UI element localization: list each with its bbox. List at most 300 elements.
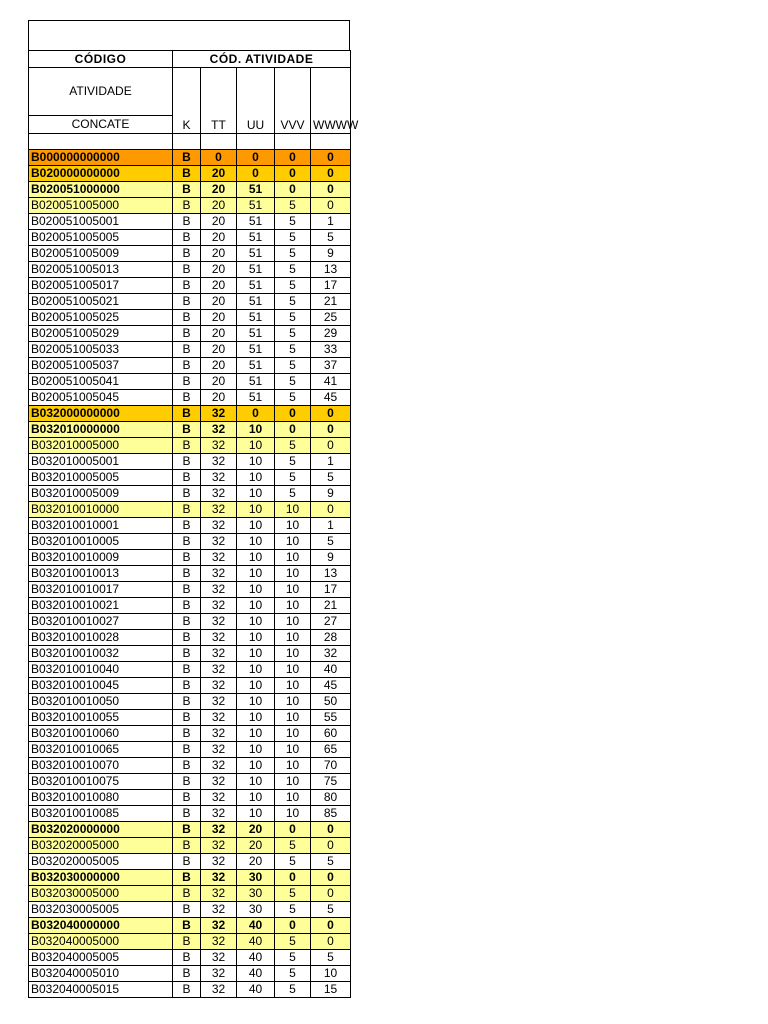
code-cell[interactable]: B032040005010 (29, 966, 173, 982)
k-cell[interactable]: B (173, 630, 201, 646)
col-wwww-header[interactable]: WWWW (311, 68, 351, 134)
vvv-cell[interactable]: 10 (275, 806, 311, 822)
tt-cell[interactable]: 20 (201, 214, 237, 230)
code-cell[interactable]: B032030005000 (29, 886, 173, 902)
wwww-cell[interactable]: 15 (311, 982, 351, 998)
uu-cell[interactable]: 10 (237, 470, 275, 486)
wwww-cell[interactable]: 0 (311, 422, 351, 438)
code-cell[interactable]: B032010010021 (29, 598, 173, 614)
vvv-cell[interactable]: 0 (275, 166, 311, 182)
tt-cell[interactable]: 32 (201, 438, 237, 454)
col-tt-header[interactable]: TT (201, 68, 237, 134)
vvv-cell[interactable]: 5 (275, 374, 311, 390)
vvv-cell[interactable]: 5 (275, 854, 311, 870)
code-cell[interactable]: B020051005037 (29, 358, 173, 374)
uu-cell[interactable]: 10 (237, 742, 275, 758)
uu-cell[interactable]: 51 (237, 310, 275, 326)
wwww-cell[interactable]: 0 (311, 918, 351, 934)
code-cell[interactable]: B032030005005 (29, 902, 173, 918)
k-cell[interactable]: B (173, 774, 201, 790)
code-cell[interactable]: B032020000000 (29, 822, 173, 838)
k-cell[interactable]: B (173, 886, 201, 902)
tt-cell[interactable]: 32 (201, 774, 237, 790)
vvv-cell[interactable]: 10 (275, 630, 311, 646)
wwww-cell[interactable]: 33 (311, 342, 351, 358)
tt-cell[interactable]: 20 (201, 310, 237, 326)
tt-cell[interactable]: 32 (201, 454, 237, 470)
vvv-cell[interactable]: 10 (275, 534, 311, 550)
code-cell[interactable]: B032010005000 (29, 438, 173, 454)
uu-cell[interactable]: 51 (237, 390, 275, 406)
wwww-cell[interactable]: 0 (311, 838, 351, 854)
k-cell[interactable]: B (173, 838, 201, 854)
wwww-cell[interactable]: 9 (311, 550, 351, 566)
uu-cell[interactable]: 10 (237, 454, 275, 470)
wwww-cell[interactable]: 21 (311, 294, 351, 310)
k-cell[interactable]: B (173, 486, 201, 502)
code-cell[interactable]: B032010005009 (29, 486, 173, 502)
col-k-header[interactable]: K (173, 68, 201, 134)
wwww-cell[interactable]: 10 (311, 966, 351, 982)
k-cell[interactable]: B (173, 758, 201, 774)
uu-cell[interactable]: 51 (237, 182, 275, 198)
wwww-cell[interactable]: 17 (311, 278, 351, 294)
uu-cell[interactable]: 10 (237, 678, 275, 694)
wwww-cell[interactable]: 28 (311, 630, 351, 646)
code-cell[interactable]: B032010010032 (29, 646, 173, 662)
wwww-cell[interactable]: 0 (311, 438, 351, 454)
code-cell[interactable]: B032010010005 (29, 534, 173, 550)
code-cell[interactable]: B020051005013 (29, 262, 173, 278)
vvv-cell[interactable]: 10 (275, 614, 311, 630)
wwww-cell[interactable]: 40 (311, 662, 351, 678)
k-cell[interactable]: B (173, 966, 201, 982)
uu-cell[interactable]: 0 (237, 406, 275, 422)
wwww-cell[interactable]: 1 (311, 214, 351, 230)
code-cell[interactable]: B032000000000 (29, 406, 173, 422)
vvv-cell[interactable]: 5 (275, 342, 311, 358)
wwww-cell[interactable]: 37 (311, 358, 351, 374)
uu-cell[interactable]: 51 (237, 342, 275, 358)
wwww-cell[interactable]: 1 (311, 518, 351, 534)
code-cell[interactable]: B032020005005 (29, 854, 173, 870)
k-cell[interactable]: B (173, 694, 201, 710)
blank-cell[interactable] (173, 134, 201, 150)
tt-cell[interactable]: 20 (201, 374, 237, 390)
tt-cell[interactable]: 32 (201, 694, 237, 710)
code-cell[interactable]: B020051005045 (29, 390, 173, 406)
uu-cell[interactable]: 10 (237, 710, 275, 726)
k-cell[interactable]: B (173, 902, 201, 918)
uu-cell[interactable]: 10 (237, 790, 275, 806)
tt-cell[interactable]: 32 (201, 534, 237, 550)
uu-cell[interactable]: 51 (237, 214, 275, 230)
k-cell[interactable]: B (173, 406, 201, 422)
vvv-cell[interactable]: 5 (275, 214, 311, 230)
code-cell[interactable]: B000000000000 (29, 150, 173, 166)
col-vvv-header[interactable]: VVV (275, 68, 311, 134)
tt-cell[interactable]: 32 (201, 518, 237, 534)
uu-cell[interactable]: 51 (237, 246, 275, 262)
uu-cell[interactable]: 51 (237, 198, 275, 214)
code-cell[interactable]: B020051005000 (29, 198, 173, 214)
uu-cell[interactable]: 40 (237, 982, 275, 998)
wwww-cell[interactable]: 0 (311, 502, 351, 518)
vvv-cell[interactable]: 5 (275, 358, 311, 374)
uu-cell[interactable]: 10 (237, 566, 275, 582)
code-cell[interactable]: B020051005021 (29, 294, 173, 310)
wwww-cell[interactable]: 0 (311, 198, 351, 214)
wwww-cell[interactable]: 13 (311, 566, 351, 582)
tt-cell[interactable]: 32 (201, 710, 237, 726)
wwww-cell[interactable]: 1 (311, 454, 351, 470)
uu-cell[interactable]: 40 (237, 966, 275, 982)
code-cell[interactable]: B032030000000 (29, 870, 173, 886)
wwww-cell[interactable]: 9 (311, 246, 351, 262)
k-cell[interactable]: B (173, 198, 201, 214)
k-cell[interactable]: B (173, 310, 201, 326)
code-cell[interactable]: B032010010040 (29, 662, 173, 678)
col-uu-header[interactable]: UU (237, 68, 275, 134)
uu-cell[interactable]: 30 (237, 886, 275, 902)
tt-cell[interactable]: 32 (201, 502, 237, 518)
uu-cell[interactable]: 10 (237, 438, 275, 454)
uu-cell[interactable]: 30 (237, 870, 275, 886)
code-cell[interactable]: B020051005029 (29, 326, 173, 342)
k-cell[interactable]: B (173, 150, 201, 166)
wwww-cell[interactable]: 17 (311, 582, 351, 598)
k-cell[interactable]: B (173, 822, 201, 838)
k-cell[interactable]: B (173, 278, 201, 294)
uu-cell[interactable]: 51 (237, 326, 275, 342)
k-cell[interactable]: B (173, 806, 201, 822)
uu-cell[interactable]: 51 (237, 230, 275, 246)
k-cell[interactable]: B (173, 854, 201, 870)
vvv-cell[interactable]: 0 (275, 822, 311, 838)
k-cell[interactable]: B (173, 470, 201, 486)
tt-cell[interactable]: 20 (201, 166, 237, 182)
uu-cell[interactable]: 0 (237, 150, 275, 166)
wwww-cell[interactable]: 5 (311, 230, 351, 246)
k-cell[interactable]: B (173, 454, 201, 470)
tt-cell[interactable]: 32 (201, 646, 237, 662)
tt-cell[interactable]: 20 (201, 326, 237, 342)
vvv-cell[interactable]: 0 (275, 870, 311, 886)
vvv-cell[interactable]: 5 (275, 246, 311, 262)
vvv-cell[interactable]: 5 (275, 454, 311, 470)
k-cell[interactable]: B (173, 726, 201, 742)
wwww-cell[interactable]: 5 (311, 470, 351, 486)
wwww-cell[interactable]: 5 (311, 534, 351, 550)
k-cell[interactable]: B (173, 582, 201, 598)
k-cell[interactable]: B (173, 182, 201, 198)
vvv-cell[interactable]: 5 (275, 982, 311, 998)
code-cell[interactable]: B020000000000 (29, 166, 173, 182)
code-cell[interactable]: B032010010028 (29, 630, 173, 646)
k-cell[interactable]: B (173, 326, 201, 342)
uu-cell[interactable]: 10 (237, 614, 275, 630)
uu-cell[interactable]: 10 (237, 550, 275, 566)
wwww-cell[interactable]: 55 (311, 710, 351, 726)
vvv-cell[interactable]: 5 (275, 950, 311, 966)
uu-cell[interactable]: 10 (237, 598, 275, 614)
vvv-cell[interactable]: 10 (275, 550, 311, 566)
k-cell[interactable]: B (173, 230, 201, 246)
wwww-cell[interactable]: 75 (311, 774, 351, 790)
vvv-cell[interactable]: 0 (275, 406, 311, 422)
code-cell[interactable]: B032020005000 (29, 838, 173, 854)
uu-cell[interactable]: 10 (237, 534, 275, 550)
wwww-cell[interactable]: 9 (311, 486, 351, 502)
k-cell[interactable]: B (173, 518, 201, 534)
tt-cell[interactable]: 32 (201, 870, 237, 886)
tt-cell[interactable]: 32 (201, 950, 237, 966)
wwww-cell[interactable]: 0 (311, 870, 351, 886)
vvv-cell[interactable]: 10 (275, 598, 311, 614)
vvv-cell[interactable]: 5 (275, 470, 311, 486)
k-cell[interactable]: B (173, 390, 201, 406)
code-cell[interactable]: B032010010045 (29, 678, 173, 694)
wwww-cell[interactable]: 65 (311, 742, 351, 758)
wwww-cell[interactable]: 5 (311, 902, 351, 918)
vvv-cell[interactable]: 10 (275, 758, 311, 774)
code-cell[interactable]: B032010000000 (29, 422, 173, 438)
tt-cell[interactable]: 20 (201, 390, 237, 406)
k-cell[interactable]: B (173, 534, 201, 550)
blank-cell[interactable] (275, 134, 311, 150)
wwww-cell[interactable]: 32 (311, 646, 351, 662)
tt-cell[interactable]: 32 (201, 550, 237, 566)
wwww-cell[interactable]: 0 (311, 406, 351, 422)
uu-cell[interactable]: 10 (237, 646, 275, 662)
tt-cell[interactable]: 32 (201, 902, 237, 918)
vvv-cell[interactable]: 10 (275, 662, 311, 678)
vvv-cell[interactable]: 5 (275, 326, 311, 342)
tt-cell[interactable]: 32 (201, 630, 237, 646)
vvv-cell[interactable]: 0 (275, 150, 311, 166)
tt-cell[interactable]: 32 (201, 758, 237, 774)
uu-cell[interactable]: 10 (237, 662, 275, 678)
wwww-cell[interactable]: 0 (311, 886, 351, 902)
tt-cell[interactable]: 32 (201, 566, 237, 582)
vvv-cell[interactable]: 10 (275, 582, 311, 598)
vvv-cell[interactable]: 0 (275, 422, 311, 438)
tt-cell[interactable]: 32 (201, 886, 237, 902)
vvv-cell[interactable]: 5 (275, 934, 311, 950)
tt-cell[interactable]: 20 (201, 278, 237, 294)
blank-cell[interactable] (237, 134, 275, 150)
k-cell[interactable]: B (173, 566, 201, 582)
blank-cell[interactable] (201, 134, 237, 150)
tt-cell[interactable]: 32 (201, 422, 237, 438)
tt-cell[interactable]: 20 (201, 294, 237, 310)
concate-header[interactable]: CONCATE (29, 116, 173, 134)
code-cell[interactable]: B032010005005 (29, 470, 173, 486)
vvv-cell[interactable]: 10 (275, 518, 311, 534)
code-cell[interactable]: B032010010000 (29, 502, 173, 518)
vvv-cell[interactable]: 5 (275, 886, 311, 902)
code-cell[interactable]: B032010010070 (29, 758, 173, 774)
k-cell[interactable]: B (173, 662, 201, 678)
wwww-cell[interactable]: 60 (311, 726, 351, 742)
tt-cell[interactable]: 32 (201, 614, 237, 630)
vvv-cell[interactable]: 5 (275, 438, 311, 454)
code-cell[interactable]: B020051005041 (29, 374, 173, 390)
code-cell[interactable]: B032010010017 (29, 582, 173, 598)
uu-cell[interactable]: 10 (237, 630, 275, 646)
wwww-cell[interactable]: 80 (311, 790, 351, 806)
vvv-cell[interactable]: 5 (275, 838, 311, 854)
wwww-cell[interactable]: 45 (311, 678, 351, 694)
uu-cell[interactable]: 20 (237, 838, 275, 854)
uu-cell[interactable]: 40 (237, 918, 275, 934)
code-cell[interactable]: B032010010027 (29, 614, 173, 630)
k-cell[interactable]: B (173, 918, 201, 934)
code-cell[interactable]: B032010010085 (29, 806, 173, 822)
code-cell[interactable]: B020051005017 (29, 278, 173, 294)
tt-cell[interactable]: 32 (201, 982, 237, 998)
cod-atividade-header[interactable]: CÓD. ATIVIDADE (173, 51, 351, 68)
k-cell[interactable]: B (173, 166, 201, 182)
code-cell[interactable]: B032010010050 (29, 694, 173, 710)
uu-cell[interactable]: 40 (237, 934, 275, 950)
k-cell[interactable]: B (173, 950, 201, 966)
tt-cell[interactable]: 20 (201, 246, 237, 262)
code-cell[interactable]: B032040005000 (29, 934, 173, 950)
k-cell[interactable]: B (173, 742, 201, 758)
k-cell[interactable]: B (173, 982, 201, 998)
vvv-cell[interactable]: 10 (275, 790, 311, 806)
wwww-cell[interactable]: 41 (311, 374, 351, 390)
tt-cell[interactable]: 32 (201, 470, 237, 486)
codigo-header[interactable]: CÓDIGO (29, 51, 173, 68)
k-cell[interactable]: B (173, 358, 201, 374)
k-cell[interactable]: B (173, 294, 201, 310)
tt-cell[interactable]: 32 (201, 918, 237, 934)
tt-cell[interactable]: 20 (201, 182, 237, 198)
vvv-cell[interactable]: 5 (275, 278, 311, 294)
k-cell[interactable]: B (173, 598, 201, 614)
tt-cell[interactable]: 20 (201, 262, 237, 278)
tt-cell[interactable]: 32 (201, 838, 237, 854)
uu-cell[interactable]: 10 (237, 422, 275, 438)
wwww-cell[interactable]: 5 (311, 950, 351, 966)
uu-cell[interactable]: 10 (237, 726, 275, 742)
wwww-cell[interactable]: 25 (311, 310, 351, 326)
code-cell[interactable]: B032010010055 (29, 710, 173, 726)
k-cell[interactable]: B (173, 262, 201, 278)
tt-cell[interactable]: 32 (201, 822, 237, 838)
k-cell[interactable]: B (173, 214, 201, 230)
k-cell[interactable]: B (173, 502, 201, 518)
code-cell[interactable]: B032010005001 (29, 454, 173, 470)
code-cell[interactable]: B020051005005 (29, 230, 173, 246)
k-cell[interactable]: B (173, 246, 201, 262)
k-cell[interactable]: B (173, 342, 201, 358)
vvv-cell[interactable]: 5 (275, 902, 311, 918)
k-cell[interactable]: B (173, 374, 201, 390)
tt-cell[interactable]: 32 (201, 854, 237, 870)
k-cell[interactable]: B (173, 550, 201, 566)
code-cell[interactable]: B032010010009 (29, 550, 173, 566)
wwww-cell[interactable]: 21 (311, 598, 351, 614)
uu-cell[interactable]: 10 (237, 774, 275, 790)
tt-cell[interactable]: 32 (201, 934, 237, 950)
uu-cell[interactable]: 30 (237, 902, 275, 918)
vvv-cell[interactable]: 10 (275, 774, 311, 790)
wwww-cell[interactable]: 0 (311, 934, 351, 950)
tt-cell[interactable]: 32 (201, 582, 237, 598)
tt-cell[interactable]: 0 (201, 150, 237, 166)
tt-cell[interactable]: 32 (201, 598, 237, 614)
wwww-cell[interactable]: 50 (311, 694, 351, 710)
wwww-cell[interactable]: 29 (311, 326, 351, 342)
vvv-cell[interactable]: 5 (275, 966, 311, 982)
uu-cell[interactable]: 10 (237, 502, 275, 518)
blank-cell[interactable] (29, 134, 173, 150)
wwww-cell[interactable]: 27 (311, 614, 351, 630)
uu-cell[interactable]: 20 (237, 854, 275, 870)
code-cell[interactable]: B032040005015 (29, 982, 173, 998)
k-cell[interactable]: B (173, 438, 201, 454)
uu-cell[interactable]: 10 (237, 518, 275, 534)
k-cell[interactable]: B (173, 710, 201, 726)
code-cell[interactable]: B020051005001 (29, 214, 173, 230)
tt-cell[interactable]: 32 (201, 790, 237, 806)
vvv-cell[interactable]: 10 (275, 646, 311, 662)
wwww-cell[interactable]: 0 (311, 182, 351, 198)
wwww-cell[interactable]: 0 (311, 166, 351, 182)
vvv-cell[interactable]: 0 (275, 182, 311, 198)
tt-cell[interactable]: 32 (201, 486, 237, 502)
uu-cell[interactable]: 10 (237, 758, 275, 774)
vvv-cell[interactable]: 10 (275, 742, 311, 758)
vvv-cell[interactable]: 5 (275, 310, 311, 326)
wwww-cell[interactable]: 0 (311, 822, 351, 838)
uu-cell[interactable]: 51 (237, 294, 275, 310)
tt-cell[interactable]: 32 (201, 966, 237, 982)
tt-cell[interactable]: 32 (201, 662, 237, 678)
tt-cell[interactable]: 20 (201, 358, 237, 374)
code-cell[interactable]: B032010010065 (29, 742, 173, 758)
tt-cell[interactable]: 20 (201, 230, 237, 246)
tt-cell[interactable]: 20 (201, 342, 237, 358)
code-cell[interactable]: B032010010060 (29, 726, 173, 742)
wwww-cell[interactable]: 13 (311, 262, 351, 278)
code-cell[interactable]: B020051000000 (29, 182, 173, 198)
vvv-cell[interactable]: 5 (275, 486, 311, 502)
uu-cell[interactable]: 10 (237, 694, 275, 710)
code-cell[interactable]: B032010010013 (29, 566, 173, 582)
k-cell[interactable]: B (173, 422, 201, 438)
wwww-cell[interactable]: 0 (311, 150, 351, 166)
vvv-cell[interactable]: 10 (275, 502, 311, 518)
tt-cell[interactable]: 32 (201, 742, 237, 758)
vvv-cell[interactable]: 10 (275, 566, 311, 582)
vvv-cell[interactable]: 5 (275, 390, 311, 406)
k-cell[interactable]: B (173, 934, 201, 950)
uu-cell[interactable]: 51 (237, 278, 275, 294)
atividade-header[interactable]: ATIVIDADE (29, 68, 173, 116)
uu-cell[interactable]: 10 (237, 582, 275, 598)
tt-cell[interactable]: 32 (201, 678, 237, 694)
uu-cell[interactable]: 40 (237, 950, 275, 966)
wwww-cell[interactable]: 70 (311, 758, 351, 774)
tt-cell[interactable]: 32 (201, 726, 237, 742)
uu-cell[interactable]: 20 (237, 822, 275, 838)
k-cell[interactable]: B (173, 870, 201, 886)
code-cell[interactable]: B020051005025 (29, 310, 173, 326)
